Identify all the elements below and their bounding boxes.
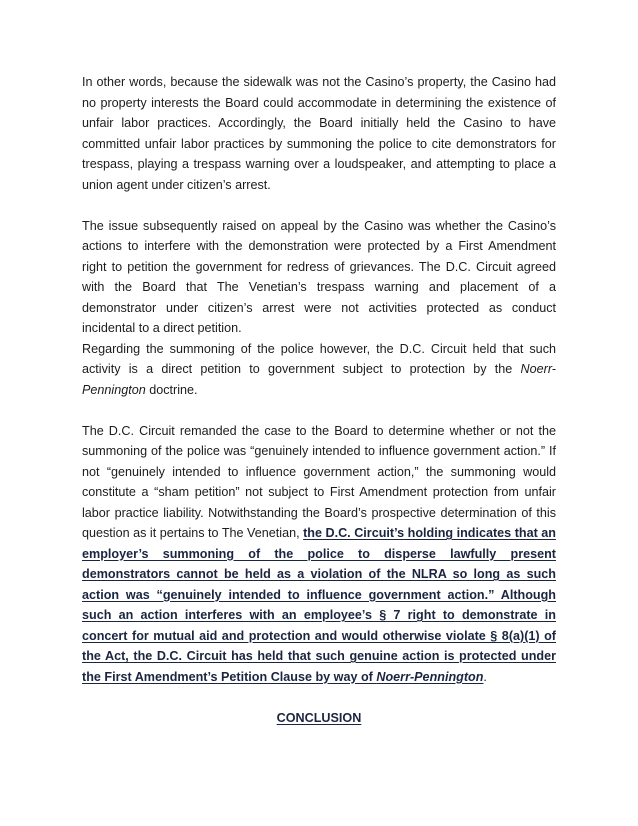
holding-emphasis-text: the D.C. Circuit’s holding indicates that an employer’s summoning of the police to disperse lawfully present demonstrators cannot be held as a violation of the NLRA so long as such action was “genuinely intended to influence government action.” Although such an action interferes with an employee’s § 7 right to demonstrate in concert for mutual aid and protection and would otherwise violate § 8(a)(1) of the Act, the D.C. Circuit has held that such genuine action is protected under the First Amendment’s Petition Clause by way of — [82, 526, 556, 684]
doctrine-name-italic: Noerr-Pennington — [82, 362, 556, 397]
paragraph-sidewalk-property: In other words, because the sidewalk was not the Casino’s property, the Casino had no property interests the Board could accommodate in determining the existence of unfair labor practices. Accordingly, the Board initially held the Casino to have committed unfair labor practices by summoning the police to cite demonstrators for trespass, playing a trespass warning over a loudspeaker, and attempting to place a union agent under citizen’s arrest. — [82, 75, 556, 192]
document-page — [82, 72, 556, 728]
paragraph-police-summoning — [82, 339, 556, 401]
paragraph-police-summoning-text: Regarding the summoning of the police however, the D.C. Circuit held that such activity is a direct petition to government subject to protection by the — [82, 341, 556, 376]
section-heading-conclusion: CONCLUSION — [276, 710, 362, 725]
paragraph-remand-end: . — [483, 669, 487, 684]
holding-emphasis — [82, 526, 556, 684]
paragraph-police-summoning-end: doctrine. — [145, 382, 198, 397]
holding-doctrine-italic: Noerr-Pennington — [376, 669, 484, 684]
paragraph-remand — [82, 421, 556, 688]
paragraph-appeal-issue: The issue subsequently raised on appeal by the Casino was whether the Casino’s actions to interfere with the demonstration were protected by a First Amendment right to petition the government for redress of grievances. The D.C. Circuit agreed with the Board that The Venetian’s trespass warning and placement of a demonstrator under citizen’s arrest were not activities protected as conduct incidental to a direct petition. — [82, 218, 556, 335]
paragraph-remand-text: The D.C. Circuit remanded the case to the Board to determine whether or not the summoning of the police was “genuinely intended to influence government action.” If not “genuinely intended to influence government action,” the summoning would constitute a “sham petition” not subject to First Amendment protection from unfair labor practice liability. Notwithstanding the Board’s prospective determination of this question as it pertains to The Venetian, — [82, 423, 556, 540]
